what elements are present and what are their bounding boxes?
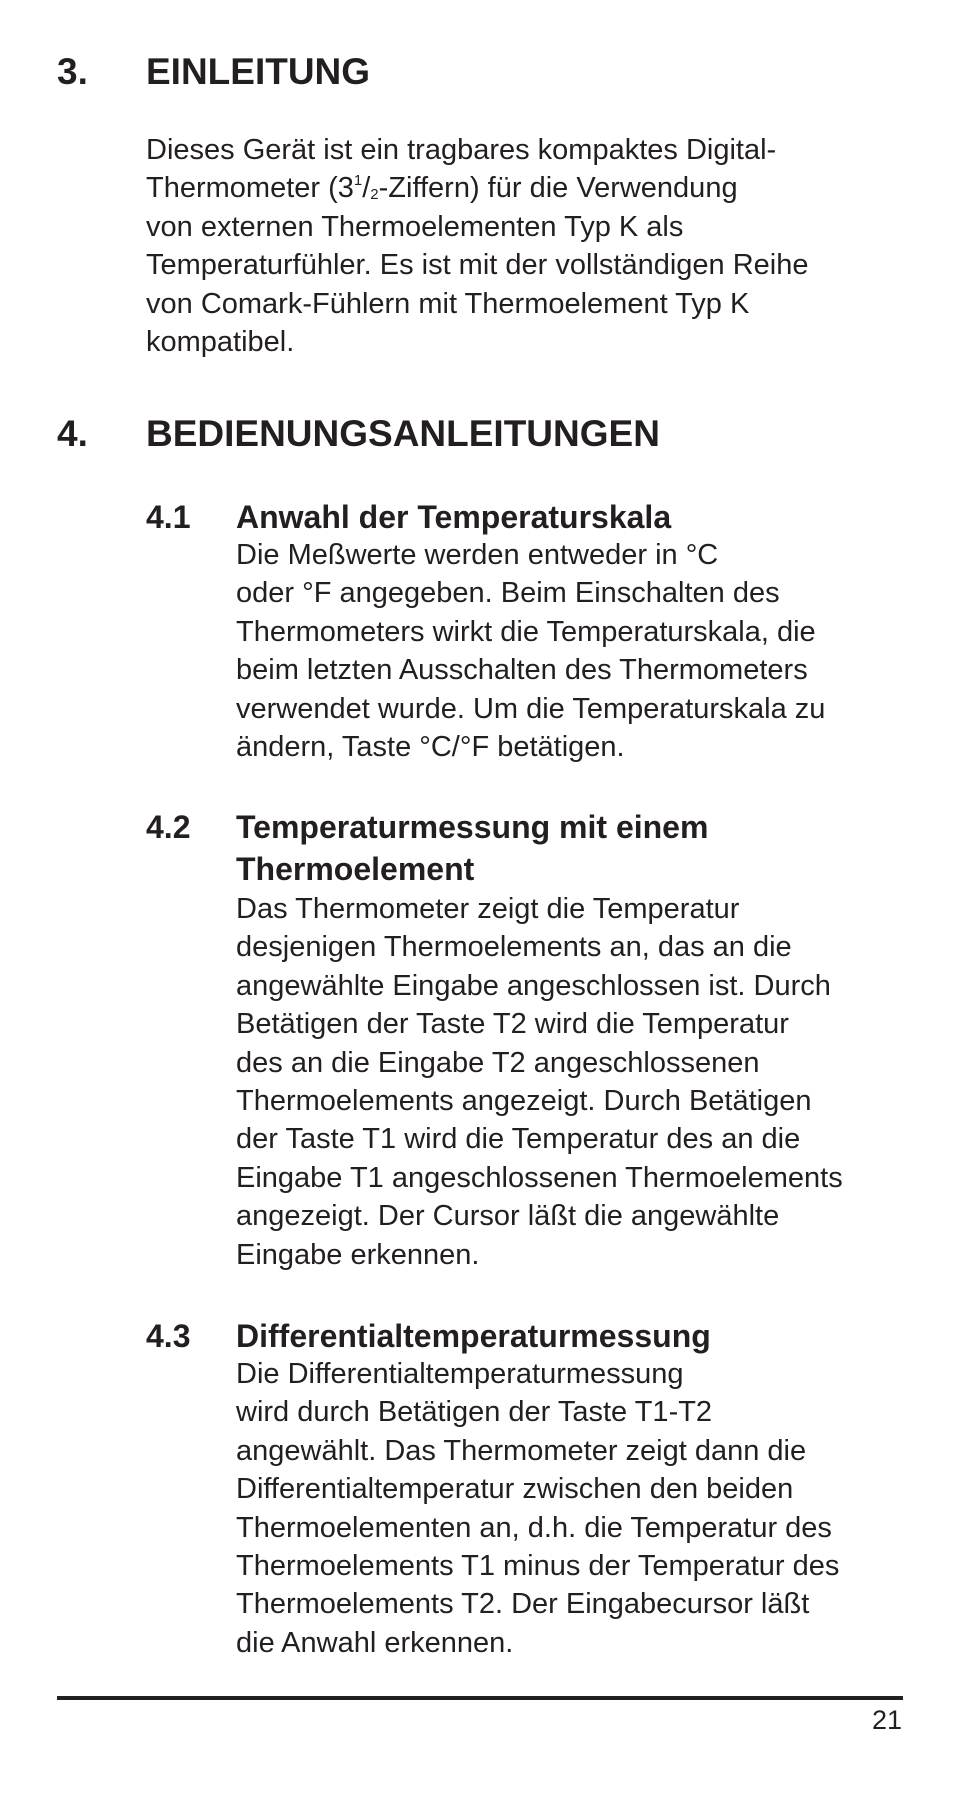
fraction-denominator: 2 bbox=[370, 186, 379, 204]
title-line: Differentialtemperaturmessung bbox=[236, 1318, 711, 1354]
text-line: von Comark-Fühlern mit Thermoelement Typ K bbox=[146, 287, 750, 320]
text-line: angezeigt. Der Cursor läßt die angewählte bbox=[236, 1200, 780, 1233]
section-heading bbox=[57, 408, 904, 460]
text-line: angewählte Eingabe angeschlossen ist. Durch bbox=[236, 969, 831, 1002]
section-title: BEDIENUNGSANLEITUNGEN bbox=[146, 413, 660, 454]
fraction-numerator: 1 bbox=[353, 172, 363, 190]
text-line: oder °F angegeben. Beim Einschalten des bbox=[236, 577, 780, 610]
subsection-body bbox=[236, 536, 825, 766]
text-line: der Taste T1 wird die Temperatur des an die bbox=[236, 1123, 801, 1156]
text-line: Thermoelements T1 minus der Temperatur des bbox=[236, 1550, 840, 1583]
text-fragment: -Ziffern) für die Verwendung bbox=[378, 172, 738, 205]
title-line: Anwahl der Temperaturskala bbox=[236, 499, 672, 535]
text-line: beim letzten Ausschalten des Thermometers bbox=[236, 654, 808, 687]
text-line: Dieses Gerät ist ein tragbares kompaktes Digital- bbox=[146, 134, 777, 166]
text-line: Thermometer $(3^1/2-Ziffern)$ für die Verwendung bbox=[146, 172, 738, 205]
text-line: Eingabe T1 angeschlossenen Thermoelements bbox=[236, 1161, 843, 1194]
text-line: desjenigen Thermoelements an, das an die bbox=[236, 931, 792, 964]
section-title: EINLEITUNG bbox=[146, 51, 371, 92]
subsection-number: 4.3 bbox=[146, 1318, 191, 1354]
subsection-number: 4.1 bbox=[146, 499, 191, 535]
text-line: Thermometers wirkt die Temperaturskala, die bbox=[236, 615, 816, 648]
section-heading bbox=[57, 46, 904, 98]
text-line: Thermoelements angezeigt. Durch Betätigen bbox=[236, 1085, 812, 1118]
section-number: 3. bbox=[57, 51, 88, 92]
page-number: 21 bbox=[871, 1705, 902, 1735]
text-line: angewählt. Das Thermometer zeigt dann die bbox=[236, 1434, 807, 1467]
text-line: die Anwahl erkennen. bbox=[236, 1626, 514, 1659]
text-line: Betätigen der Taste T2 wird die Temperatur bbox=[236, 1008, 789, 1041]
section-bedienungsanleitungen bbox=[57, 408, 904, 460]
text-line: Die Differentialtemperaturmessung bbox=[236, 1358, 684, 1390]
footer-rule bbox=[57, 1696, 903, 1700]
subsection-title bbox=[236, 1315, 711, 1357]
subsection-body bbox=[236, 890, 843, 1274]
title-line: Thermoelement bbox=[236, 851, 475, 887]
subsection-body bbox=[236, 1355, 839, 1662]
text-fragment: Thermometer (3 bbox=[146, 172, 354, 205]
text-line: wird durch Betätigen der Taste T1-T2 bbox=[236, 1396, 713, 1429]
text-line: Thermoelements T2. Der Eingabecursor läßt bbox=[236, 1588, 810, 1621]
text-line: Differentialtemperatur zwischen den beiden bbox=[236, 1473, 794, 1506]
text-line: von externen Thermoelementen Typ K als bbox=[146, 210, 684, 243]
text-line: Das Thermometer zeigt die Temperatur bbox=[236, 893, 740, 925]
text-line: Die Meßwerte werden entweder in °C bbox=[236, 539, 719, 571]
subsection-title bbox=[236, 496, 671, 538]
text-line: verwendet wurde. Um die Temperaturskala zu bbox=[236, 692, 826, 725]
text-line: Thermoelementen an, d.h. die Temperatur des bbox=[236, 1511, 832, 1544]
text-line: Temperaturfühler. Es ist mit der vollständigen Reihe bbox=[146, 249, 809, 282]
text-line: des an die Eingabe T2 angeschlossenen bbox=[236, 1046, 760, 1079]
title-line: Temperaturmessung mit einem bbox=[236, 809, 709, 845]
text-line: ändern, Taste °C/°F betätigen. bbox=[236, 731, 625, 764]
subsection-title bbox=[236, 806, 708, 890]
subsection-number: 4.2 bbox=[146, 809, 191, 845]
intro-paragraph bbox=[146, 131, 906, 361]
section-einleitung bbox=[57, 46, 904, 98]
text-line: Eingabe erkennen. bbox=[236, 1238, 480, 1271]
text-line: kompatibel. bbox=[146, 326, 295, 359]
section-number: 4. bbox=[57, 413, 88, 454]
